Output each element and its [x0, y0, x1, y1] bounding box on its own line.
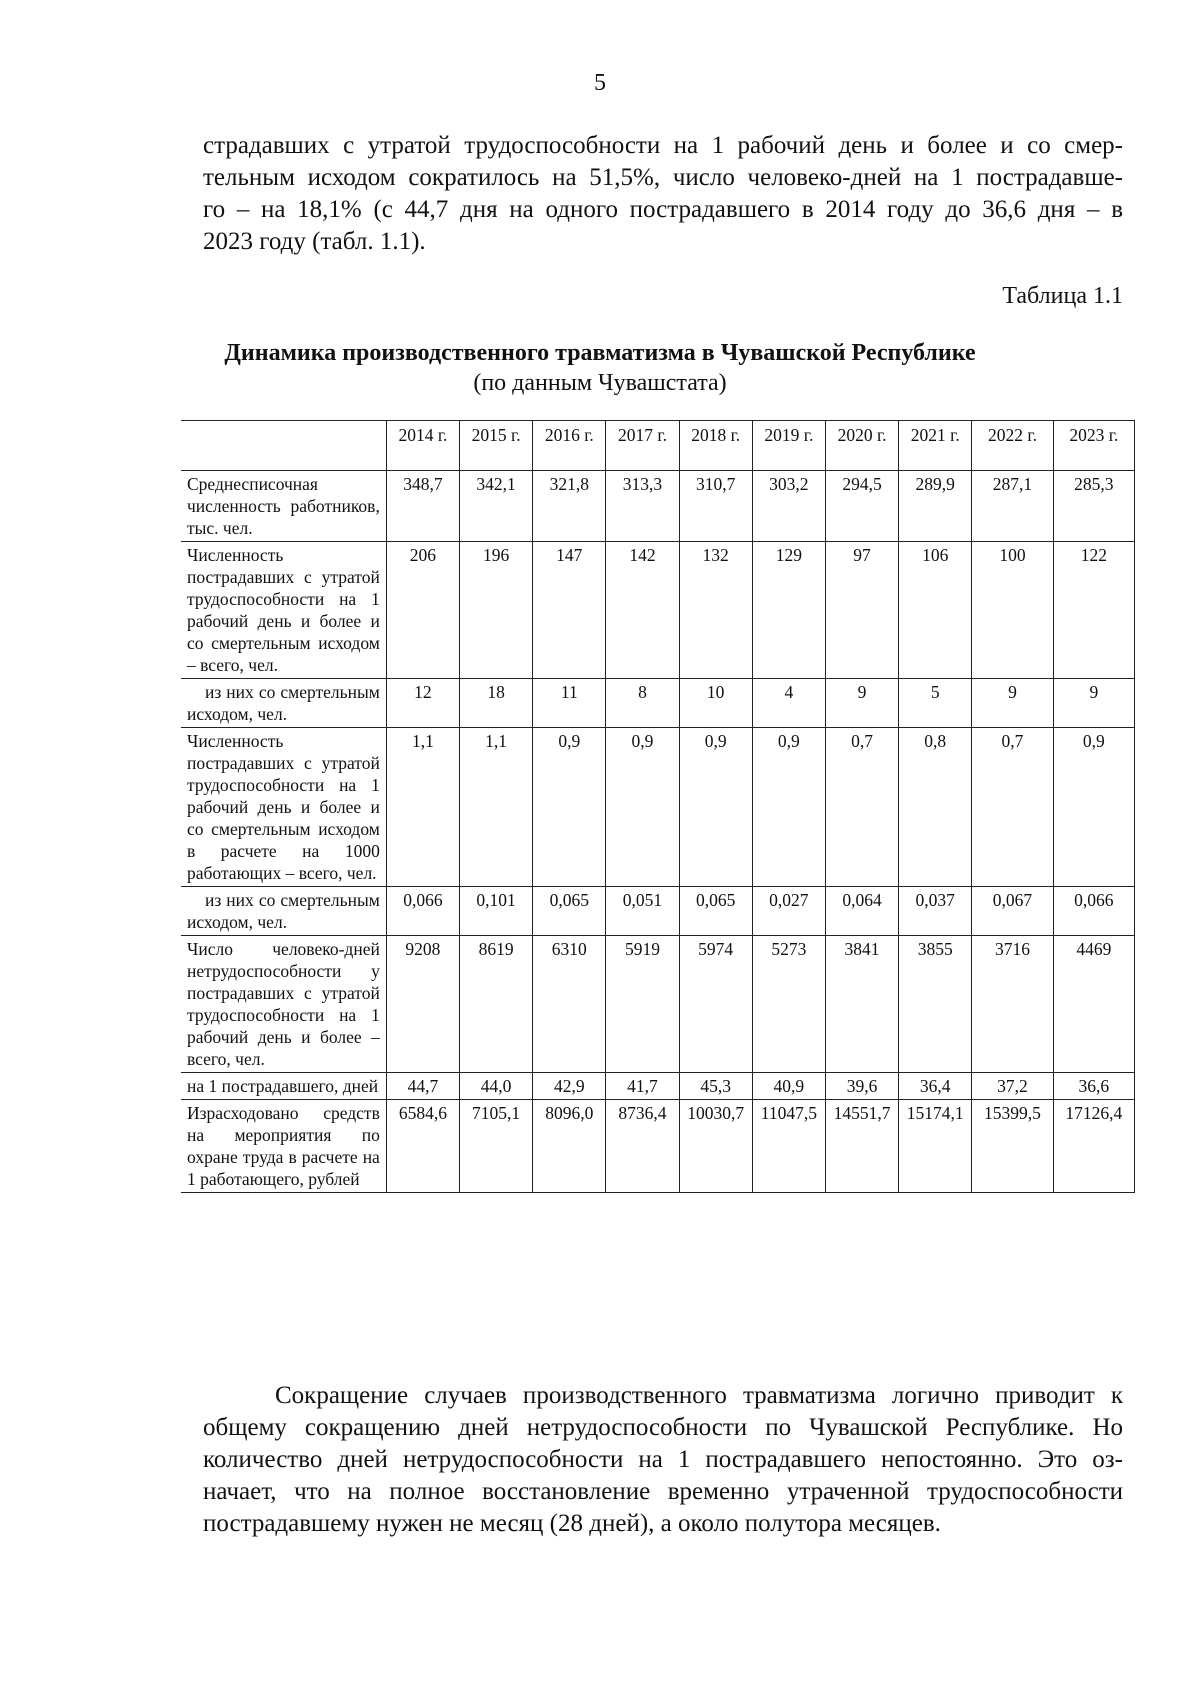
table-cell: 17126,4	[1053, 1100, 1134, 1193]
table-cell: 5273	[752, 936, 825, 1073]
table-cell: 15399,5	[972, 1100, 1053, 1193]
row-label: Численность пострадавших с утратой трудоспособности на 1 рабочий день и более и со смертельным исходом – всего, чел.	[181, 542, 386, 679]
table-cell: 14551,7	[825, 1100, 898, 1193]
table-cell: 0,101	[460, 887, 533, 936]
conclusion-line: пострадавшему нужен не месяц (28 дней), а около полутора месяцев.	[203, 1510, 941, 1537]
table-cell: 97	[825, 542, 898, 679]
table-cell: 7105,1	[460, 1100, 533, 1193]
table-cell: 11	[533, 679, 606, 728]
conclusion-line: общему сокращению дней нетрудоспособности по Чувашской Республике. Но	[203, 1414, 1123, 1441]
table-cell: 8736,4	[606, 1100, 679, 1193]
injury-dynamics-table	[181, 420, 1135, 1193]
table-row	[181, 471, 1135, 542]
table-cell: 294,5	[825, 471, 898, 542]
table-cell: 0,027	[752, 887, 825, 936]
year-header: 2020 г.	[825, 421, 898, 471]
table-cell: 9	[972, 679, 1053, 728]
table-cell: 0,9	[679, 728, 752, 887]
table-cell: 41,7	[606, 1073, 679, 1100]
conclusion-line: Сокращение случаев производственного травматизма логично приводит к	[275, 1382, 1123, 1409]
table-cell: 44,7	[386, 1073, 459, 1100]
year-header: 2022 г.	[972, 421, 1053, 471]
conclusion-line: начает, что на полное восстановление временно утраченной трудоспособности	[203, 1478, 1123, 1505]
table-cell: 310,7	[679, 471, 752, 542]
table-cell: 196	[460, 542, 533, 679]
year-header: 2014 г.	[386, 421, 459, 471]
table-label: Таблица 1.1	[1002, 283, 1123, 309]
table-row	[181, 1100, 1135, 1193]
table-cell: 0,9	[1053, 728, 1134, 887]
row-label: Численность пострадавших с утратой трудоспособности на 1 рабочий день и более и со смертельным исходом в расчете на 1000 работающих – всего, чел.	[181, 728, 386, 887]
table-cell: 206	[386, 542, 459, 679]
table-cell: 285,3	[1053, 471, 1134, 542]
table-cell: 8619	[460, 936, 533, 1073]
row-label: из них со смертельным исходом, чел.	[181, 887, 386, 936]
table-cell: 40,9	[752, 1073, 825, 1100]
table-cell: 0,066	[386, 887, 459, 936]
table-cell: 0,9	[606, 728, 679, 887]
table-cell: 0,064	[825, 887, 898, 936]
table-cell: 10	[679, 679, 752, 728]
table-cell: 106	[899, 542, 972, 679]
table-cell: 44,0	[460, 1073, 533, 1100]
table-row	[181, 679, 1135, 728]
row-label: Число человеко-дней нетрудоспособности у пострадавших с утратой трудоспособности на 1 рабочий день и более – всего, чел.	[181, 936, 386, 1073]
table-cell: 36,4	[899, 1073, 972, 1100]
table-cell: 0,065	[533, 887, 606, 936]
row-label: Израсходовано средств на мероприятия по охране труда в расчете на 1 работающего, рублей	[181, 1100, 386, 1193]
intro-line: го – на 18,1% (с 44,7 дня на одного пострадавшего в 2014 году до 36,6 дня – в	[203, 196, 1123, 223]
table-cell: 12	[386, 679, 459, 728]
conclusion-line: количество дней нетрудоспособности на 1 пострадавшего непостоянно. Это оз-	[203, 1446, 1123, 1473]
table-cell: 132	[679, 542, 752, 679]
table-cell: 0,065	[679, 887, 752, 936]
table-cell: 37,2	[972, 1073, 1053, 1100]
table-cell: 15174,1	[899, 1100, 972, 1193]
table-cell: 3855	[899, 936, 972, 1073]
table-cell: 4469	[1053, 936, 1134, 1073]
year-header: 2016 г.	[533, 421, 606, 471]
year-header: 2017 г.	[606, 421, 679, 471]
table-cell: 8	[606, 679, 679, 728]
table-cell: 42,9	[533, 1073, 606, 1100]
table-cell: 5974	[679, 936, 752, 1073]
table-corner-cell	[181, 421, 386, 471]
table-row	[181, 936, 1135, 1073]
table-cell: 10030,7	[679, 1100, 752, 1193]
table-cell: 5919	[606, 936, 679, 1073]
table-cell: 9	[1053, 679, 1134, 728]
table-cell: 321,8	[533, 471, 606, 542]
table-subtitle: (по данным Чувашстата)	[473, 370, 727, 396]
intro-line: страдавших с утратой трудоспособности на 1 рабочий день и более и со смер-	[203, 132, 1123, 159]
table-cell: 100	[972, 542, 1053, 679]
table-cell: 6584,6	[386, 1100, 459, 1193]
year-header: 2015 г.	[460, 421, 533, 471]
table-cell: 4	[752, 679, 825, 728]
table-row	[181, 1073, 1135, 1100]
table-cell: 0,9	[533, 728, 606, 887]
table-cell: 0,066	[1053, 887, 1134, 936]
year-header: 2018 г.	[679, 421, 752, 471]
intro-paragraph	[203, 130, 1123, 258]
year-header: 2021 г.	[899, 421, 972, 471]
table-cell: 11047,5	[752, 1100, 825, 1193]
table-cell: 1,1	[460, 728, 533, 887]
table-cell: 0,067	[972, 887, 1053, 936]
table-cell: 313,3	[606, 471, 679, 542]
table-cell: 9208	[386, 936, 459, 1073]
table-row	[181, 728, 1135, 887]
row-label: Среднесписочная численность работников, тыс. чел.	[181, 471, 386, 542]
table-cell: 6310	[533, 936, 606, 1073]
year-header: 2023 г.	[1053, 421, 1134, 471]
row-label: из них со смертельным исходом, чел.	[181, 679, 386, 728]
table-cell: 1,1	[386, 728, 459, 887]
table-cell: 0,037	[899, 887, 972, 936]
table-cell: 0,7	[972, 728, 1053, 887]
table-cell: 287,1	[972, 471, 1053, 542]
table-cell: 0,8	[899, 728, 972, 887]
table-cell: 0,9	[752, 728, 825, 887]
table-cell: 303,2	[752, 471, 825, 542]
table-cell: 289,9	[899, 471, 972, 542]
table-cell: 142	[606, 542, 679, 679]
table-cell: 0,051	[606, 887, 679, 936]
row-label: на 1 пострадавшего, дней	[181, 1073, 386, 1100]
table-cell: 129	[752, 542, 825, 679]
table-cell: 8096,0	[533, 1100, 606, 1193]
table-cell: 0,7	[825, 728, 898, 887]
table-cell: 342,1	[460, 471, 533, 542]
table-title: Динамика производственного травматизма в Чувашской Республике	[224, 340, 976, 366]
table-cell: 45,3	[679, 1073, 752, 1100]
table-row	[181, 887, 1135, 936]
table-header-row	[181, 421, 1135, 471]
intro-line: тельным исходом сократилось на 51,5%, число человеко-дней на 1 пострадавше-	[203, 164, 1123, 191]
table-cell: 147	[533, 542, 606, 679]
table-cell: 3841	[825, 936, 898, 1073]
table-row	[181, 542, 1135, 679]
intro-line: 2023 году (табл. 1.1).	[203, 228, 426, 255]
table-cell: 18	[460, 679, 533, 728]
table-cell: 3716	[972, 936, 1053, 1073]
table-cell: 36,6	[1053, 1073, 1134, 1100]
table-cell: 122	[1053, 542, 1134, 679]
conclusion-paragraph	[203, 1380, 1123, 1540]
year-header: 2019 г.	[752, 421, 825, 471]
page-number: 5	[594, 70, 606, 96]
table-cell: 348,7	[386, 471, 459, 542]
table-cell: 5	[899, 679, 972, 728]
table-cell: 9	[825, 679, 898, 728]
table-cell: 39,6	[825, 1073, 898, 1100]
